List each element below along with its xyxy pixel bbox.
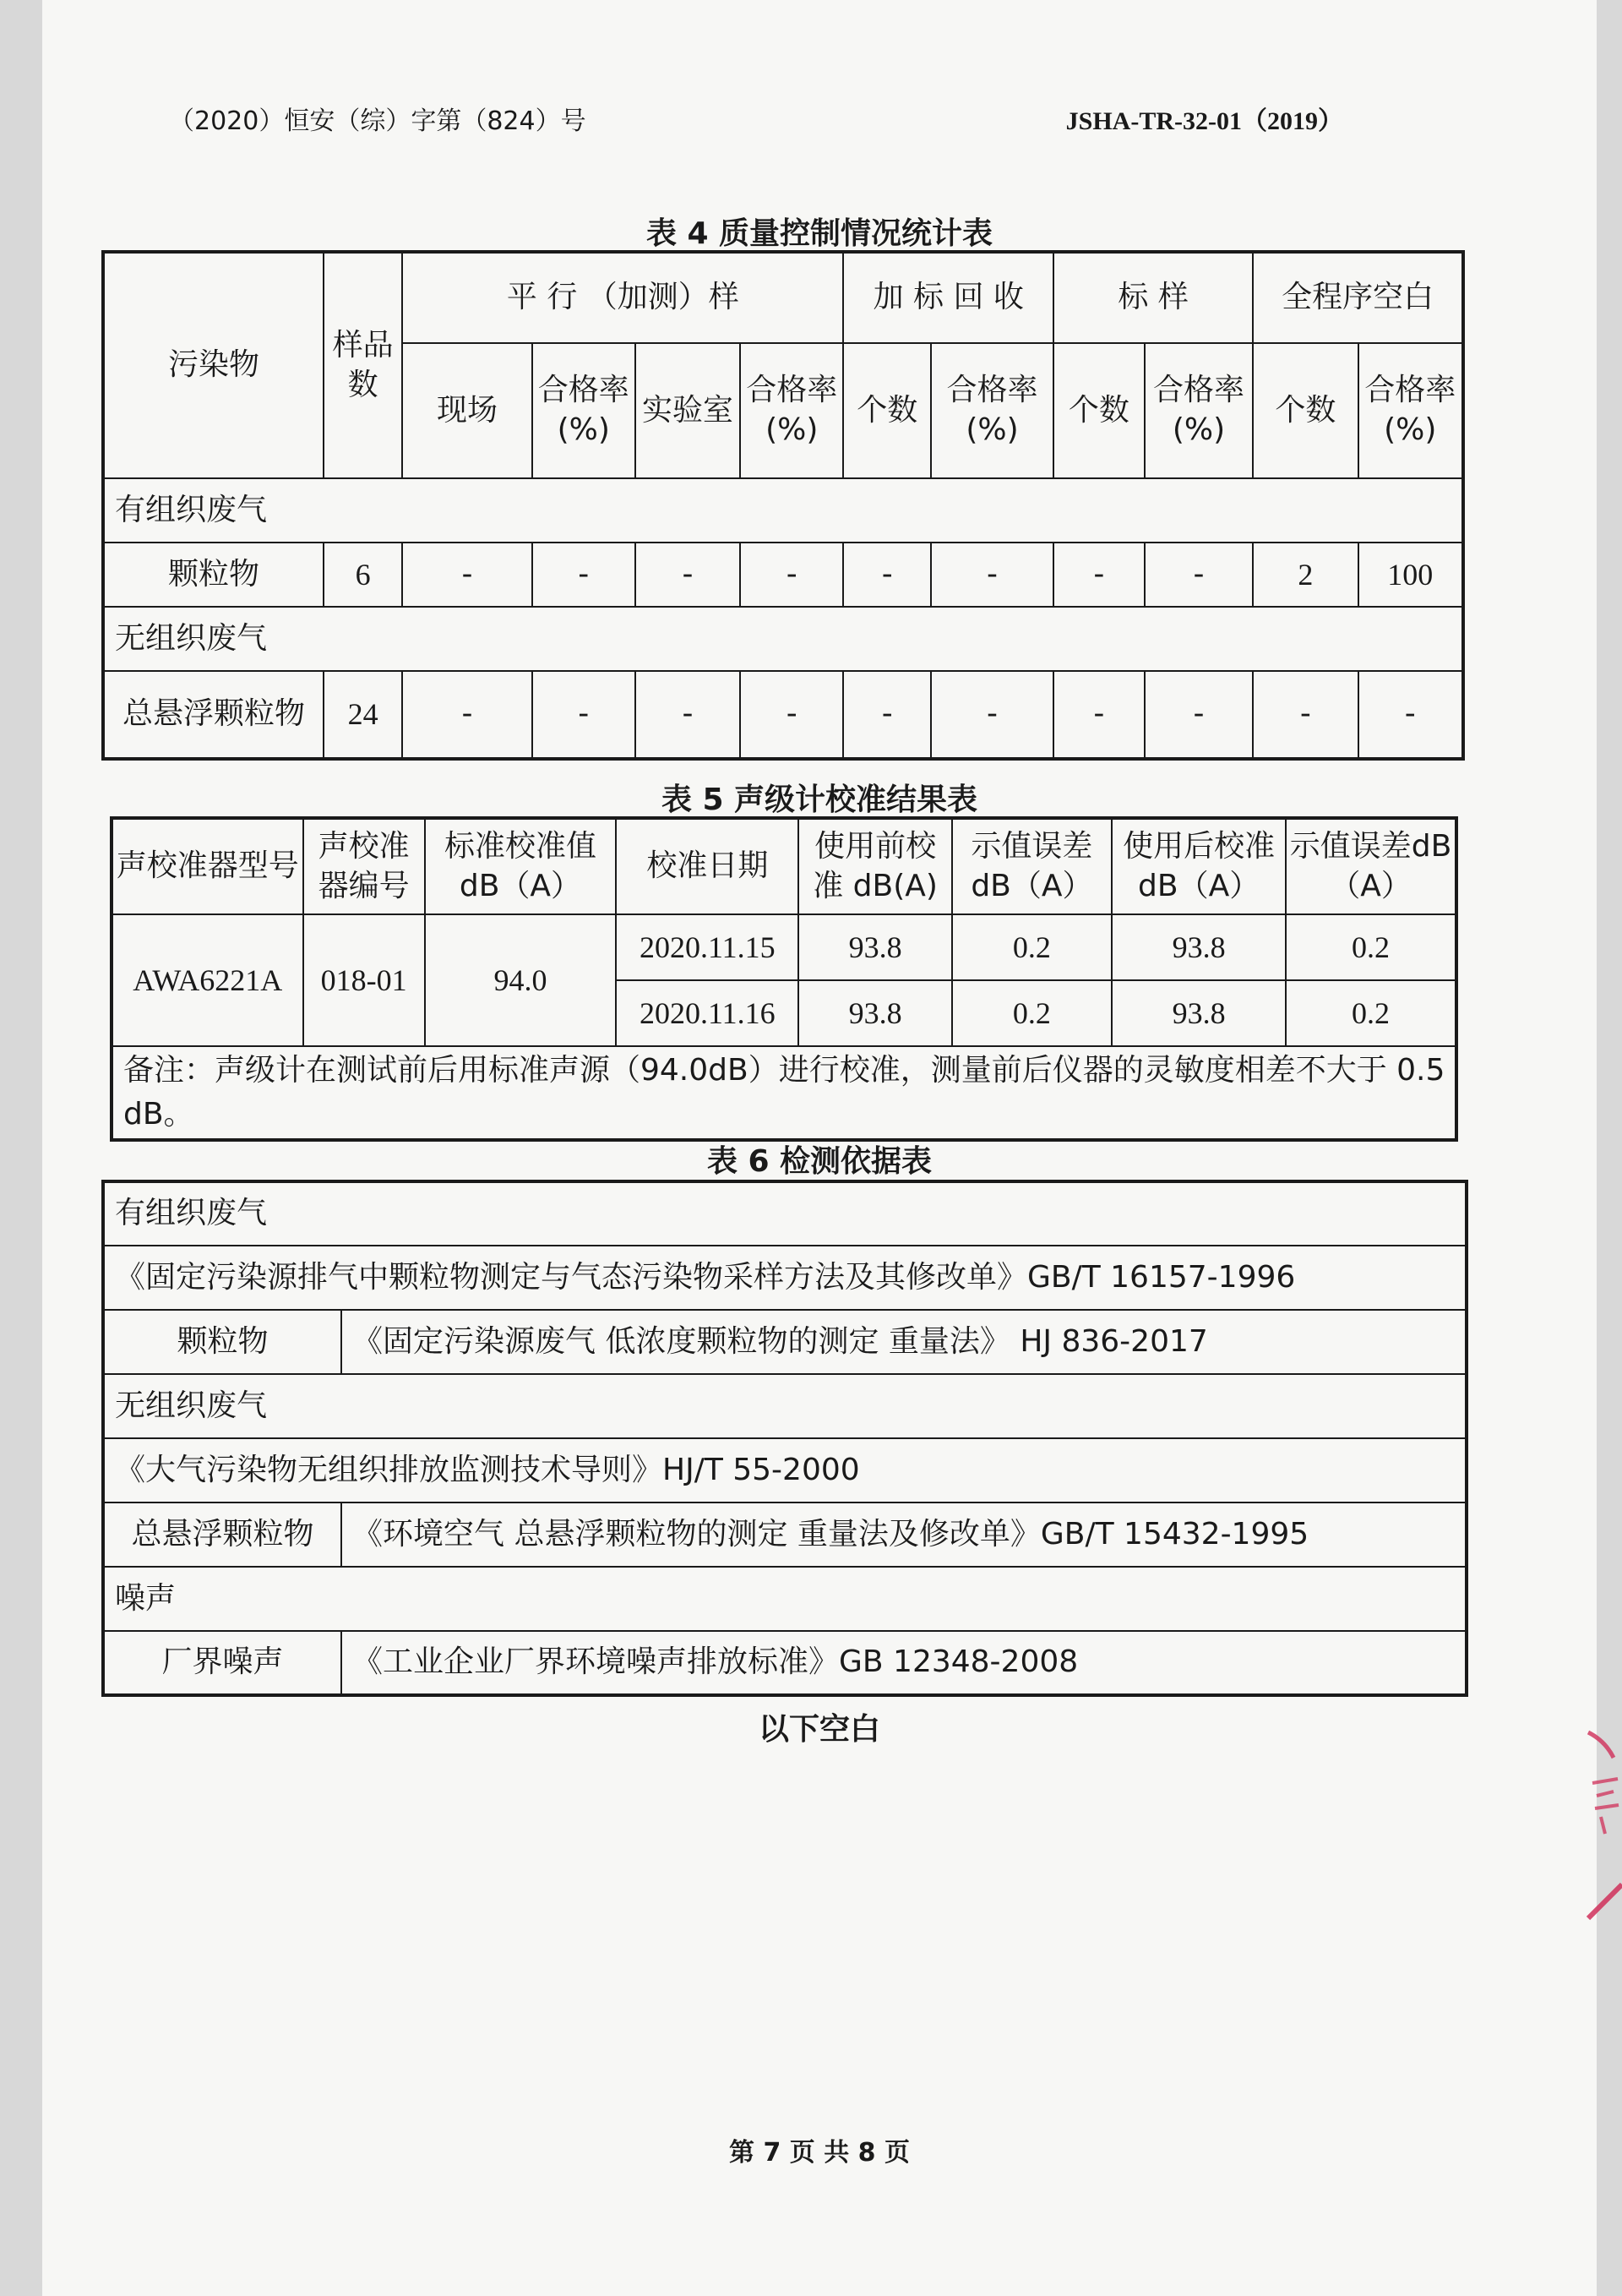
document-page [42,0,1597,2296]
t4-section-unorganized: 无组织废气 [103,607,1463,671]
table4-caption: 表 4 质量控制情况统计表 [645,216,993,251]
t5-head-err2: 示值误差dB（A） [1286,818,1456,914]
t4-head-sample-count: 样品数 [324,252,402,478]
t4-cell: - [1145,543,1253,607]
t6-section-unorganized-standard: 《大气污染物无组织排放监测技术导则》HJ/T 55-2000 [103,1438,1467,1502]
t6-row-name: 颗粒物 [103,1310,341,1374]
t4-head-blank: 全程序空白 [1253,252,1463,343]
t4-head-lab: 实验室 [635,343,740,478]
table5 [110,816,1458,1142]
t4-head-spike: 加 标 回 收 [843,252,1053,343]
table5-caption: 表 5 声级计校准结果表 [661,783,978,817]
t4-head-pollutant: 污染物 [103,252,324,478]
t5-err1: 0.2 [952,980,1112,1046]
page-footer: 第 7 页 共 8 页 [729,2138,910,2168]
t6-section-organized-standard: 《固定污染源排气中颗粒物测定与气态污染物采样方法及其修改单》GB/T 16157-1996 [103,1246,1467,1310]
t4-cell: - [740,543,843,607]
t6-row-name: 厂界噪声 [103,1631,341,1695]
t5-serial: 018-01 [303,914,425,1046]
t4-row2-n: 24 [324,671,402,759]
t4-row1-name: 颗粒物 [103,543,324,607]
t4-head-pass-rate: 合格率(%) [740,343,843,478]
t4-head-standard: 标 样 [1053,252,1253,343]
t4-cell: - [532,671,635,759]
t4-cell: - [635,671,740,759]
t4-cell: - [931,543,1053,607]
t5-head-serial: 声校准器编号 [303,818,425,914]
t5-head-model: 声校准器型号 [112,818,303,914]
t4-head-pass-rate: 合格率(%) [1358,343,1463,478]
t4-cell: - [532,543,635,607]
t4-cell: 2 [1253,543,1358,607]
blank-below-note: 以下空白 [758,1712,880,1747]
t4-head-pass-rate: 合格率(%) [931,343,1053,478]
t4-cell: - [740,671,843,759]
t5-err2: 0.2 [1286,980,1456,1046]
t4-cell: 100 [1358,543,1463,607]
t4-row1-n: 6 [324,543,402,607]
t5-date: 2020.11.16 [616,980,798,1046]
t4-head-parallel: 平 行 （加测）样 [402,252,843,343]
t4-cell: - [402,671,531,759]
t5-after: 93.8 [1112,914,1286,980]
t5-head-err1: 示值误差dB（A） [952,818,1112,914]
table4 [101,250,1465,761]
t4-cell: - [635,543,740,607]
seal-stamp-fragment [1571,1724,1622,1927]
t5-head-std: 标准校准值dB（A） [425,818,617,914]
t5-note: 备注：声级计在测试前后用标准声源（94.0dB）进行校准，测量前后仪器的灵敏度相差不大于 0.5 dB。 [112,1046,1456,1140]
form-code: JSHA-TR-32-01（2019） [1065,107,1343,135]
t6-section-organized: 有组织废气 [103,1181,1467,1246]
t5-date: 2020.11.15 [616,914,798,980]
t4-cell: - [931,671,1053,759]
t5-after: 93.8 [1112,980,1286,1046]
t4-head-count: 个数 [1253,343,1358,478]
t5-model: AWA6221A [112,914,303,1046]
t6-row-standard: 《固定污染源废气 低浓度颗粒物的测定 重量法》 HJ 836-2017 [341,1310,1467,1374]
t6-row-name: 总悬浮颗粒物 [103,1502,341,1567]
table6 [101,1180,1468,1697]
t4-cell: - [843,671,931,759]
report-number: （2020）恒安（综）字第（824）号 [169,106,586,136]
t5-before: 93.8 [798,980,951,1046]
t5-err1: 0.2 [952,914,1112,980]
t6-row-standard: 《环境空气 总悬浮颗粒物的测定 重量法及修改单》GB/T 15432-1995 [341,1502,1467,1567]
table6-caption: 表 6 检测依据表 [706,1144,933,1179]
t4-cell: - [402,543,531,607]
t6-section-unorganized: 无组织废气 [103,1374,1467,1438]
t4-head-count: 个数 [843,343,931,478]
t4-head-count: 个数 [1053,343,1145,478]
t4-cell: - [1358,671,1463,759]
t6-row-standard: 《工业企业厂界环境噪声排放标准》GB 12348-2008 [341,1631,1467,1695]
t4-cell: - [1145,671,1253,759]
t5-err2: 0.2 [1286,914,1456,980]
t4-head-pass-rate: 合格率(%) [1145,343,1253,478]
t4-row2-name: 总悬浮颗粒物 [103,671,324,759]
t4-section-organized: 有组织废气 [103,478,1463,543]
t5-before: 93.8 [798,914,951,980]
t5-std: 94.0 [425,914,617,1046]
t4-cell: - [1053,671,1145,759]
t4-cell: - [1053,543,1145,607]
t4-head-field: 现场 [402,343,531,478]
t5-head-after: 使用后校准 dB（A） [1112,818,1286,914]
t4-cell: - [843,543,931,607]
t5-head-before: 使用前校准 dB(A) [798,818,951,914]
t5-head-date: 校准日期 [616,818,798,914]
t4-cell: - [1253,671,1358,759]
t4-head-pass-rate: 合格率(%) [532,343,635,478]
t6-section-noise: 噪声 [103,1567,1467,1631]
